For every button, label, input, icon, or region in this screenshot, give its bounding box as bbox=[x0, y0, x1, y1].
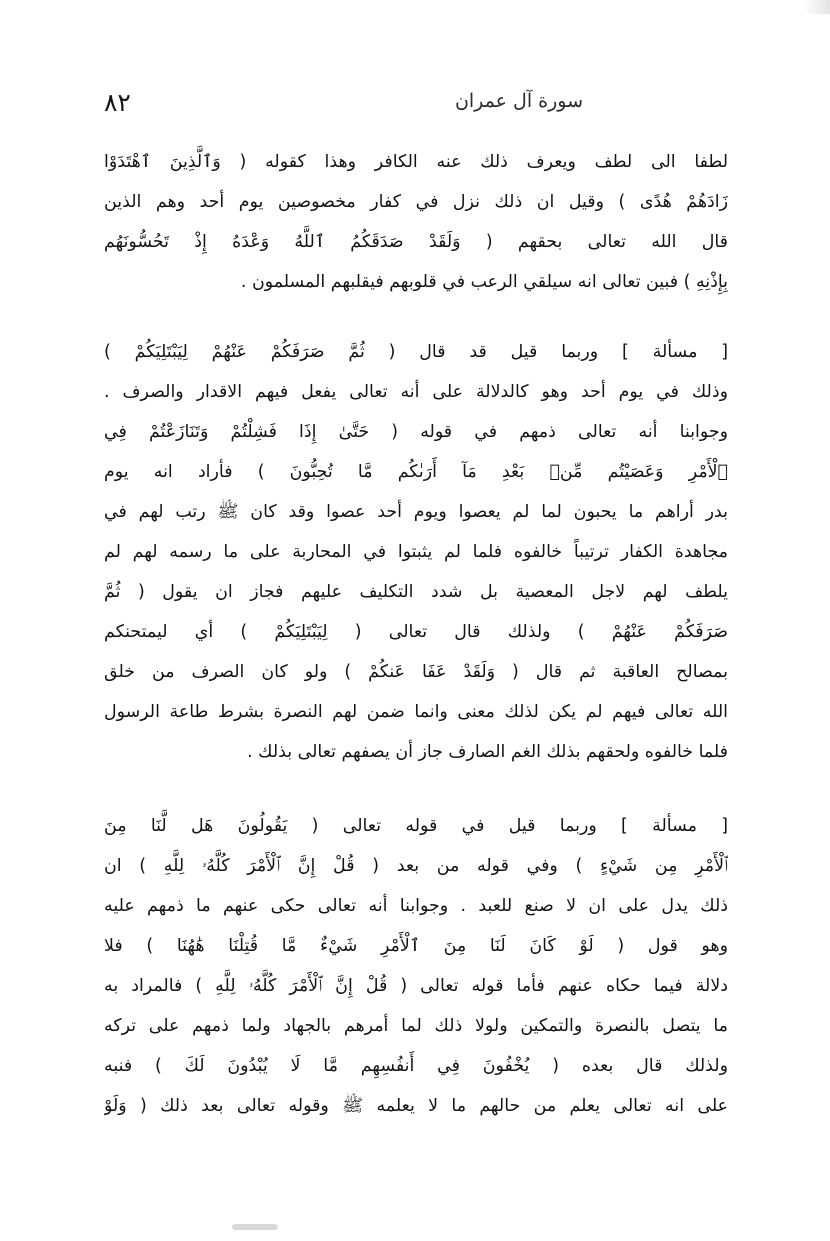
text-line: وجوابنا أنه تعالى ذمهم في قوله ( حَتَّىٰ إِذَا فَشِلْتُمْ وَتَنَازَعْتُمْ فِي bbox=[104, 422, 728, 442]
text-line: بمصالح العاقبة ثم قال ( وَلَقَدْ عَفَا عَنكُمْ ) ولو كان الصرف من خلق bbox=[104, 662, 728, 682]
text-line: قال الله تعالى بحقهم ( وَلَقَدْ صَدَقَكُمُ ٱللَّهُ وَعْدَهُ إِذْ تَحُسُّونَهُم bbox=[104, 232, 728, 252]
text-line: [ مسألة ] وربما قيل في قوله تعالى ( يَقُولُونَ هَل لَّنَا مِنَ bbox=[104, 816, 728, 836]
text-line: بدر أراهم ما يحبون لما لم يعصوا ويوم أحد عصوا وقد كان ﷺ رتب لهم في bbox=[104, 502, 728, 522]
text-line: على انه تعالى يعلم من حالهم ما لا يعلمه ﷺ وقوله تعالى بعد ذلك ( وَلَوْ bbox=[104, 1096, 728, 1116]
text-line: بِإِذْنِهِ ) فبين تعالى انه سيلقي الرعب في قلوبهم فيقلبهم المسلمون . bbox=[240, 272, 728, 292]
text-line: [ مسألة ] وربما قيل قد قال ( ثُمَّ صَرَفَكُمْ عَنْهُمْ لِيَبْتَلِيَكُمْ ) bbox=[104, 342, 728, 362]
text-line: ولذلك قال بعده ( يُخْفُونَ فِي أَنفُسِهِم مَّا لَا يُبْدُونَ لَكَ ) فنبه bbox=[104, 1056, 728, 1076]
text-line: ٱلْأَمْرِ مِن شَيْءٍ ) وفي قوله من بعد ( قُلْ إِنَّ ٱلْأَمْرَ كُلَّهُۥ لِلَّهِ ) ان bbox=[104, 856, 728, 876]
paragraph bbox=[104, 142, 728, 302]
scan-edge-mark bbox=[804, 0, 830, 14]
text-line: وهو قول ( لَوْ كَانَ لَنَا مِنَ ٱلْأَمْرِ شَيْءٌ مَّا قُتِلْنَا هَٰهُنَا ) فلا bbox=[104, 936, 728, 956]
page-header bbox=[104, 88, 720, 122]
text-line: زَادَهُمْ هُدًى ) وقيل ان ذلك نزل في كفار مخصوصين يوم أحد وهم الذين bbox=[104, 192, 728, 212]
text-line: وذلك في يوم أحد وهو كالدلالة على أنه تعالى يفعل فيهم الاقدار والصرف . bbox=[104, 382, 728, 402]
text-line: دلالة فيما حكاه عنهم فأما قوله تعالى ( قُلْ إِنَّ ٱلْأَمْرَ كُلَّهُۥ لِلَّهِ ) فالمراد به bbox=[104, 976, 728, 996]
paragraph bbox=[104, 806, 728, 1126]
text-line: ذلك يدل على ان لا صنع للعبد . وجوابنا أنه تعالى حكى عنهم ما ذمهم عليه bbox=[104, 896, 728, 916]
text-line: ٱلْأَمْرِ وَعَصَيْتُم مِّنۢ بَعْدِ مَآ أَرَىٰكُم مَّا تُحِبُّونَ ) فأراد انه يوم bbox=[104, 462, 728, 482]
text-line: مجاهدة الكفار ترتيباً خالفوه فلما لم يثبتوا في المحاربة على ما رسمه لهم لم bbox=[104, 542, 728, 562]
paragraph bbox=[104, 332, 728, 772]
body-text bbox=[104, 142, 728, 1126]
text-line: فلما خالفوه ولحقهم بذلك الغم الصارف جاز أن يصفهم تعالى بذلك . bbox=[247, 742, 728, 762]
text-line: ما يتصل بالنصرة والتمكين ولولا ذلك لما أمرهم بالجهاد ولما ذمهم على تركه bbox=[104, 1016, 728, 1036]
text-line: الله تعالى فيهم لم يكن لذلك معنى وانما ضمن لهم النصرة بشرط طاعة الرسول bbox=[104, 702, 728, 722]
scan-mark bbox=[232, 1224, 278, 1230]
text-line: لطفا الى لطف ويعرف ذلك عنه الكافر وهذا كقوله ( وَٱلَّذِينَ ٱهْتَدَوْا bbox=[104, 152, 728, 172]
page-number: ٨٢ bbox=[104, 88, 131, 117]
text-line: صَرَفَكُمْ عَنْهُمْ ) ولذلك قال تعالى ( لِيَبْتَلِيَكُمْ ) أي ليمتحنكم bbox=[104, 622, 728, 642]
running-title: سورة آل عمران bbox=[454, 90, 584, 112]
text-line: يلطف لهم لاجل المعصية بل شدد التكليف عليهم فجاز ان يقول ( ثُمَّ bbox=[104, 582, 728, 602]
